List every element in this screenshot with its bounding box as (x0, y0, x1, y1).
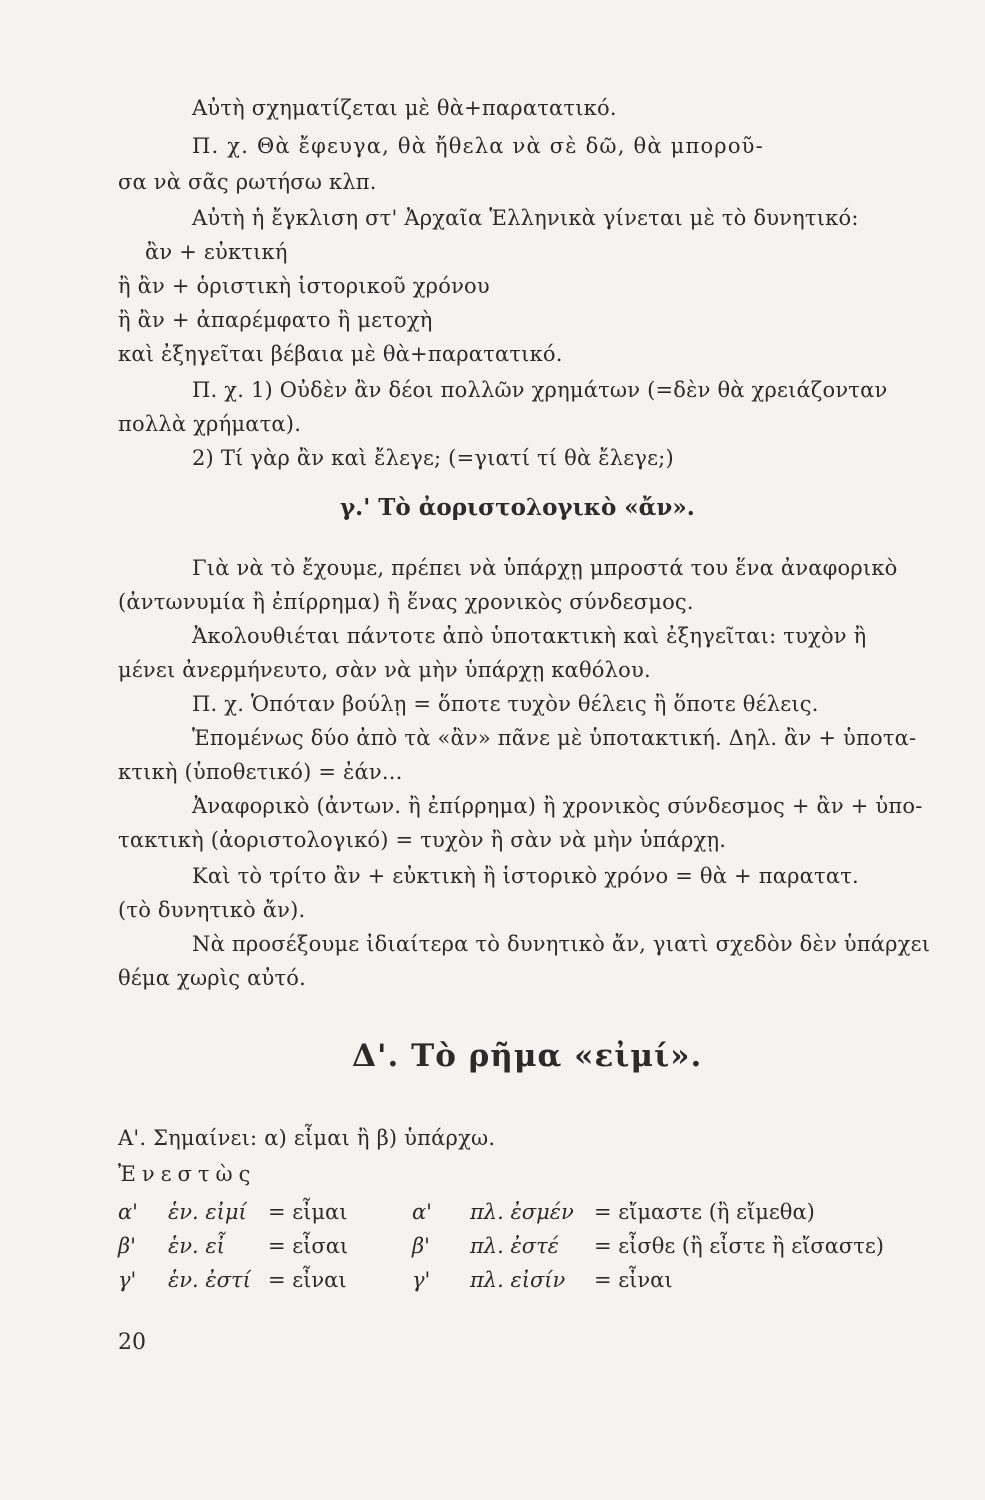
text-line: Ἀκολουθιέται πάντοτε ἀπὸ ὑποτακτικὴ καὶ ἐξηγεῖται: τυχὸν ἢ (192, 624, 867, 648)
text-line: (τὸ δυνητικὸ ἄν). (118, 898, 306, 922)
text-line: θέμα χωρὶς αὐτό. (118, 966, 306, 990)
meaning-singular: = εἶσαι (268, 1234, 349, 1258)
person-plural: β' (412, 1234, 430, 1258)
person-plural: α' (412, 1200, 432, 1224)
text-line: 2) Τί γὰρ ἂν καὶ ἔλεγε; (=γιατί τί θὰ ἔλεγε;) (192, 446, 674, 470)
text-line: σα νὰ σᾶς ρωτήσω κλπ. (118, 170, 377, 194)
text-line: καὶ ἐξηγεῖται βέβαια μὲ θὰ+παρατατικό. (118, 342, 563, 366)
page-number: 20 (118, 1330, 146, 1355)
meaning-plural: = εἶσθε (ἢ εἶστε ἢ εἴσαστε) (594, 1234, 884, 1258)
text-line: (ἀντωνυμία ἢ ἐπίρρημα) ἢ ἕνας χρονικὸς σύνδεσμος. (118, 590, 694, 614)
text-line: Ἀναφορικὸ (ἀντων. ἢ ἐπίρρημα) ἢ χρονικὸς σύνδεσμος + ἂν + ὑπο- (192, 794, 923, 818)
form-plural: πλ. εἰσίν (470, 1268, 566, 1292)
text-line: κτικὴ (ὑποθετικό) = ἐάν... (118, 760, 403, 784)
text-line: Ἑπομένως δύο ἀπὸ τὰ «ἂν» πᾶνε μὲ ὑποτακτική. Δηλ. ἂν + ὑποτα- (192, 726, 917, 750)
text-line: πολλὰ χρήματα). (118, 412, 302, 436)
person-singular: β' (118, 1234, 136, 1258)
form-singular: ἑν. εἰμί (168, 1200, 247, 1224)
text-line: ἢ ἂν + ἀπαρέμφατο ἢ μετοχὴ (118, 308, 433, 332)
text-line: Γιὰ νὰ τὸ ἔχουμε, πρέπει νὰ ὑπάρχῃ μπροστά του ἕνα ἀναφορικὸ (192, 556, 898, 580)
text-line: Αὐτὴ ἡ ἔγκλιση στ' Ἀρχαῖα Ἑλληνικὰ γίνεται μὲ τὸ δυνητικό: (192, 206, 859, 230)
section-heading-rima-eimi: Δ'. Τὸ ρῆμα «εἰμί». (352, 1038, 703, 1074)
person-plural: γ' (412, 1268, 431, 1292)
person-singular: α' (118, 1200, 138, 1224)
meaning-singular: = εἶμαι (268, 1200, 348, 1224)
text-line: Αὐτὴ σχηματίζεται μὲ θὰ+παρατατικό. (192, 96, 617, 120)
meaning-plural: = εἶναι (594, 1268, 673, 1292)
text-line: Νὰ προσέξουμε ἰδιαίτερα τὸ δυνητικὸ ἄν, γιατὶ σχεδὸν δὲν ὑπάρχει (192, 932, 931, 956)
text-line: Π. χ. Ὁπόταν βούλῃ = ὅποτε τυχὸν θέλεις ἢ ὅποτε θέλεις. (192, 692, 819, 716)
meaning-line: Α'. Σημαίνει: α) εἶμαι ἢ β) ὑπάρχω. (118, 1126, 496, 1150)
text-line: ἢ ἂν + ὁριστικὴ ἱστορικοῦ χρόνου (118, 274, 490, 298)
section-heading-aoristologiko: γ.' Τὸ ἀοριστολογικὸ «ἄν». (340, 494, 695, 521)
text-line: Καὶ τὸ τρίτο ἂν + εὐκτικὴ ἢ ἱστορικὸ χρόνο = θὰ + παρατατ. (192, 864, 859, 888)
form-plural: πλ. ἐσμέν (470, 1200, 574, 1224)
form-singular: ἑν. ἐστί (168, 1268, 251, 1292)
form-plural: πλ. ἐστέ (470, 1234, 559, 1258)
form-singular: ἑν. εἶ (168, 1234, 225, 1258)
meaning-plural: = εἴμαστε (ἢ εἴμεθα) (594, 1200, 815, 1224)
text-line: ἂν + εὐκτική (145, 240, 288, 264)
tense-label: Ἐνεστὼς (118, 1162, 257, 1186)
meaning-singular: = εἶναι (268, 1268, 347, 1292)
text-line: Π. χ. Θὰ ἔφευγα, θὰ ἤθελα νὰ σὲ δῶ, θὰ μποροῦ- (192, 134, 764, 158)
text-line: τακτικὴ (ἀοριστολογικό) = τυχὸν ἢ σὰν νὰ μὴν ὑπάρχῃ. (118, 828, 727, 852)
person-singular: γ' (118, 1268, 137, 1292)
text-line: Π. χ. 1) Οὐδὲν ἂν δέοι πολλῶν χρημάτων (=δὲν θὰ χρειάζονταν (192, 378, 888, 402)
text-line: μένει ἀνερμήνευτο, σὰν νὰ μὴν ὑπάρχῃ καθόλου. (118, 658, 651, 682)
